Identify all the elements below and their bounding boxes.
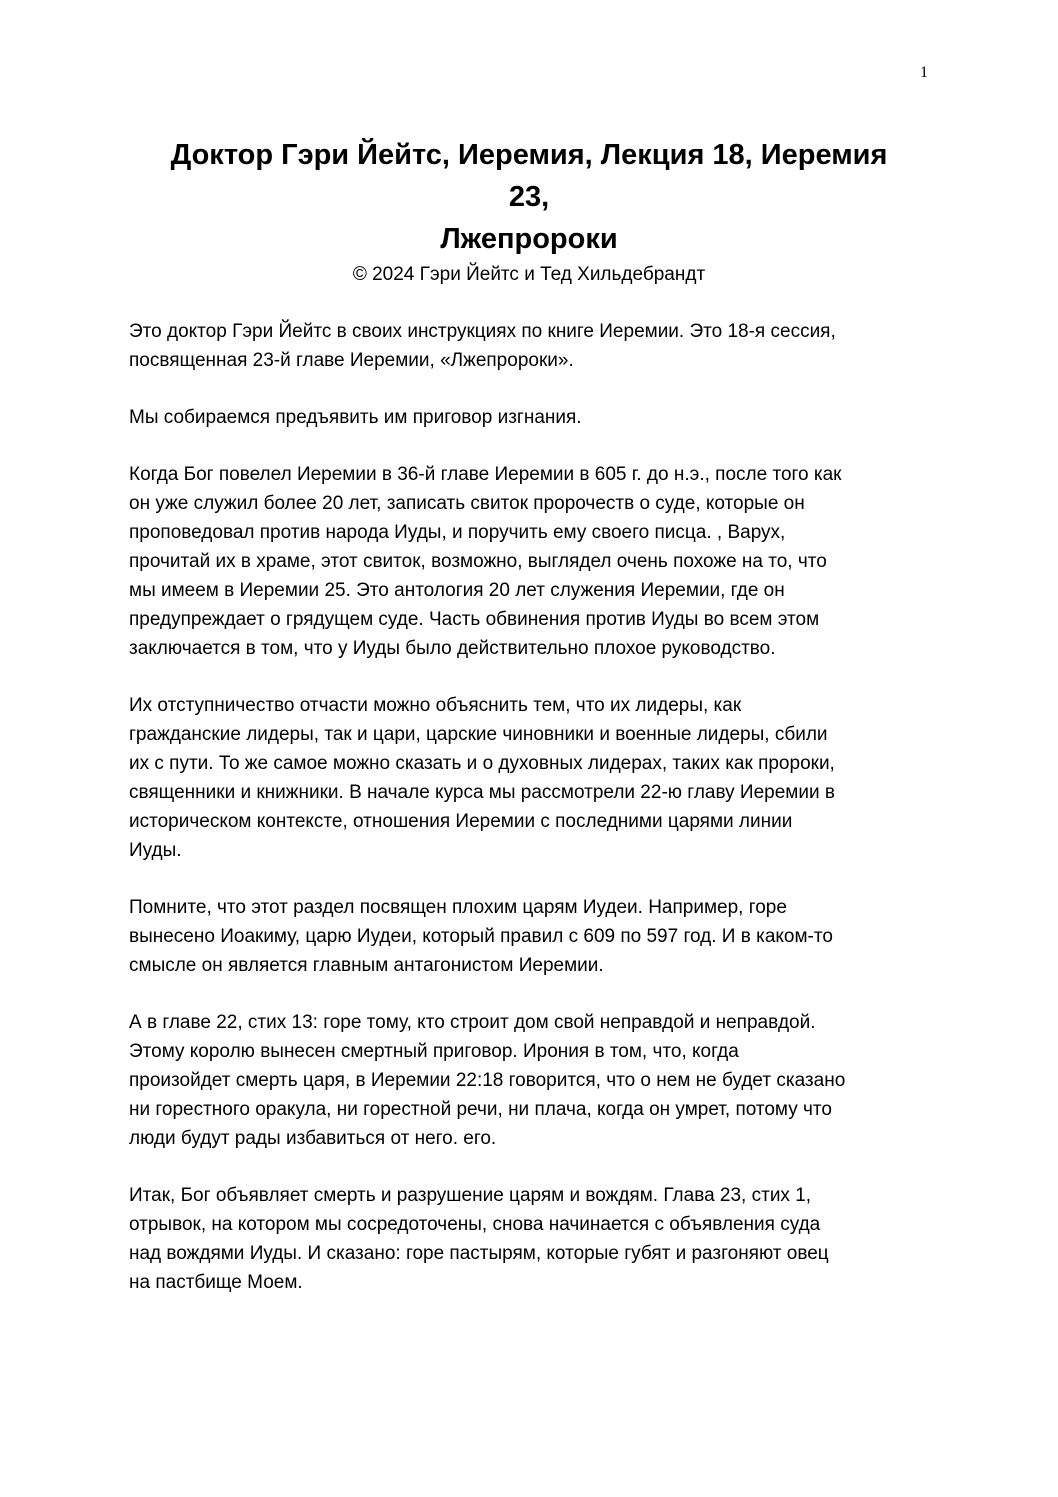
paragraph <box>129 460 959 663</box>
text-line: Помните, что этот раздел посвящен плохим царям Иудеи. Например, горе <box>129 897 787 918</box>
text-line: прочитай их в храме, этот свиток, возможно, выглядел очень похоже на то, что <box>129 551 827 572</box>
text-line: произойдет смерть царя, в Иеремии 22:18 говорится, что о нем не будет сказано <box>129 1070 846 1091</box>
title-line: 23, <box>508 181 550 213</box>
text-line: Иуды. <box>129 840 182 861</box>
page-number: 1 <box>920 64 928 81</box>
text-line: мы имеем в Иеремии 25. Это антология 20 лет служения Иеремии, где он <box>129 580 785 601</box>
copyright: © 2024 Гэри Йейтс и Тед Хильдебрандт <box>352 264 706 285</box>
paragraph <box>129 317 959 375</box>
text-line: он уже служил более 20 лет, записать свиток пророчеств о суде, которые он <box>129 493 805 514</box>
text-line: их с пути. То же самое можно сказать и о духовных лидерах, таких как пророки, <box>129 753 835 774</box>
paragraph <box>129 403 959 432</box>
text-line: А в главе 22, стих 13: горе тому, кто строит дом свой неправдой и неправдой. <box>129 1012 816 1033</box>
paragraph <box>129 893 959 980</box>
text-line: люди будут рады избавиться от него. его. <box>129 1128 497 1149</box>
text-line: проповедовал против народа Иуды, и поручить ему своего писца. , Варух, <box>129 522 786 543</box>
document-body <box>129 317 959 1325</box>
text-line: смысле он является главным антагонистом Иеремии. <box>129 955 604 976</box>
text-line: священники и книжники. В начале курса мы рассмотрели 22-ю главу Иеремии в <box>129 782 835 803</box>
text-line: Мы собираемся предъявить им приговор изгнания. <box>129 407 582 428</box>
text-line: заключается в том, что у Иуды было действительно плохое руководство. <box>129 638 776 659</box>
text-line: на пастбище Моем. <box>129 1272 303 1293</box>
text-line: посвященная 23-й главе Иеремии, «Лжепророки». <box>129 350 574 371</box>
paragraph <box>129 691 959 865</box>
document-title <box>0 134 1058 260</box>
paragraph <box>129 1008 959 1153</box>
text-line: Когда Бог повелел Иеремии в 36-й главе Иеремии в 605 г. до н.э., после того как <box>129 464 842 485</box>
text-line: гражданские лидеры, так и цари, царские чиновники и военные лидеры, сбили <box>129 724 828 745</box>
text-line: историческом контексте, отношения Иеремии с последними царями линии <box>129 811 793 832</box>
text-line: Их отступничество отчасти можно объяснить тем, что их лидеры, как <box>129 695 742 716</box>
text-line: отрывок, на котором мы сосредоточены, снова начинается с объявления суда <box>129 1214 821 1235</box>
text-line: над вождями Иуды. И сказано: горе пастырям, которые губят и разгоняют овец <box>129 1243 829 1264</box>
text-line: вынесено Иоакиму, царю Иудеи, который правил с 609 по 597 год. И в каком-то <box>129 926 833 947</box>
text-line: предупреждает о грядущем суде. Часть обвинения против Иуды во всем этом <box>129 609 820 630</box>
text-line: Это доктор Гэри Йейтс в своих инструкциях по книге Иеремии. Это 18-я сессия, <box>129 321 836 342</box>
text-line: ни горестного оракула, ни горестной речи, ни плача, когда он умрет, потому что <box>129 1099 832 1120</box>
paragraph <box>129 1181 959 1297</box>
title-line: Лжепророки <box>440 223 618 255</box>
text-line: Итак, Бог объявляет смерть и разрушение царям и вождям. Глава 23, стих 1, <box>129 1185 812 1206</box>
text-line: Этому королю вынесен смертный приговор. Ирония в том, что, когда <box>129 1041 739 1062</box>
title-line: Доктор Гэри Йейтс, Иеремия, Лекция 18, Иеремия <box>170 139 888 171</box>
